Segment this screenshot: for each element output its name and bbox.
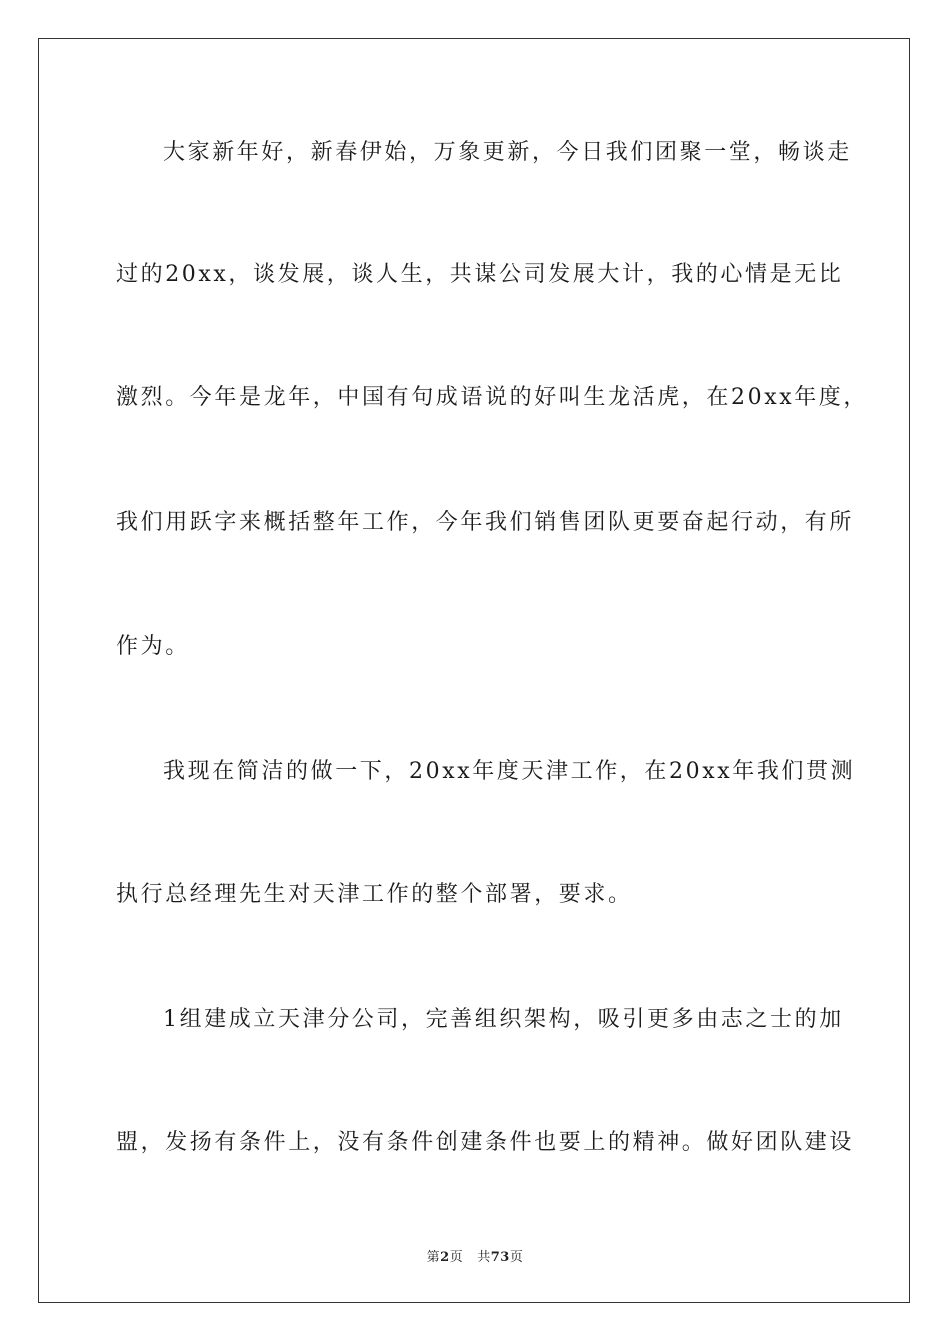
footer-page-prefix: 第 <box>426 1250 441 1265</box>
paragraph-1-line-2: 过的20xx，谈发展，谈人生，共谋公司发展大计，我的心情是无比 <box>116 262 844 287</box>
paragraph-1-line-4: 我们用跃字来概括整年工作，今年我们销售团队更要奋起行动，有所 <box>116 510 855 535</box>
footer-total-prefix: 共 <box>477 1250 491 1265</box>
footer-page-suffix: 页 <box>449 1250 464 1265</box>
paragraph-2-line-2: 执行总经理先生对天津工作的整个部署，要求。 <box>116 882 633 907</box>
page-border <box>38 38 910 1303</box>
footer-total-pages: 73 <box>490 1250 510 1265</box>
page-footer <box>0 1246 950 1265</box>
paragraph-2-line-1: 我现在简洁的做一下，20xx年度天津工作，在20xx年我们贯测 <box>163 759 856 784</box>
paragraph-1-line-1: 大家新年好，新春伊始，万象更新，今日我们团聚一堂，畅谈走 <box>163 140 852 165</box>
paragraph-3-line-1: 1组建成立天津分公司，完善组织架构，吸引更多由志之士的加 <box>163 1007 844 1032</box>
paragraph-1-line-5: 作为。 <box>116 634 190 659</box>
footer-total-suffix: 页 <box>509 1250 524 1265</box>
paragraph-1-line-3: 激烈。今年是龙年，中国有句成语说的好叫生龙活虎，在20xx年度， <box>116 385 869 410</box>
footer-page-number: 2 <box>440 1250 450 1265</box>
paragraph-3-line-2: 盟，发扬有条件上，没有条件创建条件也要上的精神。做好团队建设 <box>116 1130 855 1155</box>
